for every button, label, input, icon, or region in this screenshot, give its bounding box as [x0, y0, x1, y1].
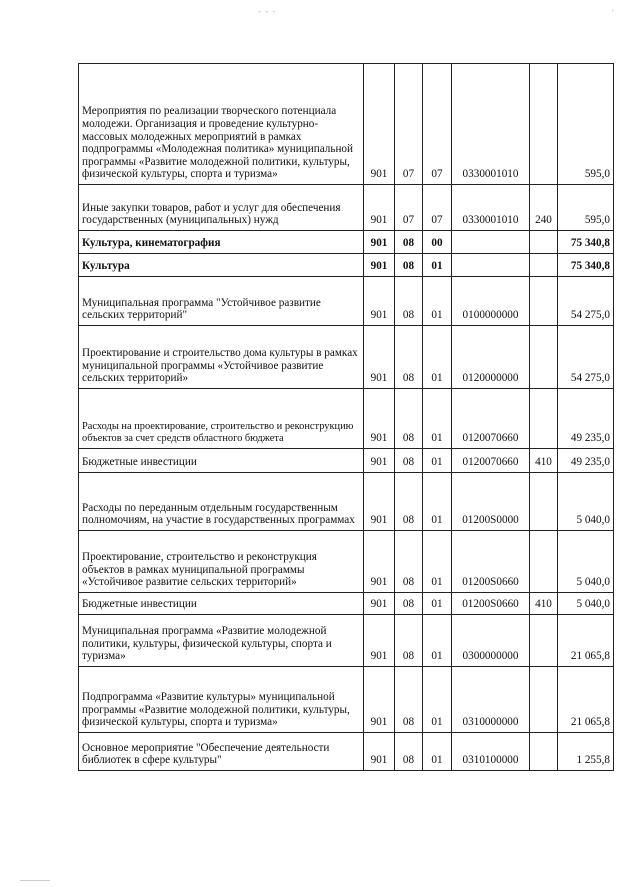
row-csr [452, 231, 530, 254]
row-gr: 901 [364, 449, 395, 473]
row-sum: 5 040,0 [558, 593, 614, 615]
table-row [79, 473, 614, 531]
row-rz: 08 [395, 231, 423, 254]
row-csr: 01200S0660 [452, 531, 530, 593]
row-csr: 0300000000 [452, 615, 530, 667]
budget-table-body [79, 64, 614, 771]
row-gr: 901 [364, 667, 395, 733]
table-row [79, 64, 614, 185]
row-sum: 595,0 [558, 185, 614, 231]
row-csr: 0120000000 [452, 326, 530, 389]
row-sum: 54 275,0 [558, 277, 614, 326]
row-rz: 08 [395, 531, 423, 593]
row-name: Проектирование и строительство дома культуры в рамках муниципальной программы «Устойчивое развитие сельских территорий» [79, 326, 364, 389]
row-pr: 01 [423, 615, 452, 667]
row-pr: 01 [423, 326, 452, 389]
row-name: Бюджетные инвестиции [79, 593, 364, 615]
row-gr: 901 [364, 733, 395, 771]
table-row [79, 667, 614, 733]
row-vr [530, 473, 558, 531]
row-name: Бюджетные инвестиции [79, 449, 364, 473]
row-gr: 901 [364, 231, 395, 254]
row-pr: 01 [423, 667, 452, 733]
row-pr: 01 [423, 593, 452, 615]
row-rz: 08 [395, 473, 423, 531]
row-vr [530, 231, 558, 254]
row-csr: 0310100000 [452, 733, 530, 771]
row-gr: 901 [364, 531, 395, 593]
row-rz: 08 [395, 615, 423, 667]
row-name: Культура [79, 254, 364, 277]
row-sum: 75 340,8 [558, 254, 614, 277]
row-rz: 07 [395, 64, 423, 185]
row-rz: 08 [395, 733, 423, 771]
row-pr: 01 [423, 449, 452, 473]
table-row [79, 615, 614, 667]
row-vr [530, 389, 558, 449]
row-sum: 1 255,8 [558, 733, 614, 771]
row-csr: 0120070660 [452, 389, 530, 449]
table-row [79, 593, 614, 615]
row-name: Муниципальная программа "Устойчивое развитие сельских территорий" [79, 277, 364, 326]
row-name: Расходы на проектирование, строительство и реконструкцию объектов за счет средств областного бюджета [79, 389, 364, 449]
row-vr [530, 531, 558, 593]
row-sum: 49 235,0 [558, 449, 614, 473]
row-vr [530, 326, 558, 389]
table-row [79, 254, 614, 277]
row-vr [530, 615, 558, 667]
row-gr: 901 [364, 326, 395, 389]
row-csr: 01200S0000 [452, 473, 530, 531]
row-rz: 08 [395, 254, 423, 277]
row-vr [530, 254, 558, 277]
row-sum: 595,0 [558, 64, 614, 185]
row-gr: 901 [364, 254, 395, 277]
row-gr: 901 [364, 593, 395, 615]
table-row [79, 185, 614, 231]
row-vr: 410 [530, 593, 558, 615]
row-vr: 240 [530, 185, 558, 231]
row-vr [530, 64, 558, 185]
row-pr: 01 [423, 254, 452, 277]
row-rz: 08 [395, 326, 423, 389]
row-vr [530, 277, 558, 326]
row-gr: 901 [364, 64, 395, 185]
row-csr: 0310000000 [452, 667, 530, 733]
row-pr: 00 [423, 231, 452, 254]
table-row [79, 389, 614, 449]
row-pr: 07 [423, 185, 452, 231]
row-csr: 0100000000 [452, 277, 530, 326]
table-row [79, 449, 614, 473]
row-name: Муниципальная программа «Развитие молодежной политики, культуры, физической культуры, спорта и туризма» [79, 615, 364, 667]
row-csr [452, 254, 530, 277]
page-corner-mark: ' [612, 8, 614, 18]
row-pr: 01 [423, 531, 452, 593]
row-gr: 901 [364, 277, 395, 326]
table-row [79, 733, 614, 771]
row-gr: 901 [364, 615, 395, 667]
row-gr: 901 [364, 185, 395, 231]
row-vr [530, 667, 558, 733]
row-name: Иные закупки товаров, работ и услуг для обеспечения государственных (муниципальных) нужд [79, 185, 364, 231]
row-name: Основное мероприятие "Обеспечение деятельности библиотек в сфере культуры" [79, 733, 364, 771]
row-csr: 01200S0660 [452, 593, 530, 615]
row-rz: 08 [395, 667, 423, 733]
row-sum: 21 065,8 [558, 667, 614, 733]
row-pr: 07 [423, 64, 452, 185]
page-bottom-mark [20, 880, 50, 881]
row-sum: 54 275,0 [558, 326, 614, 389]
row-name: Расходы по переданным отдельным государственным полномочиям, на участие в государственных программах [79, 473, 364, 531]
row-pr: 01 [423, 277, 452, 326]
row-vr: 410 [530, 449, 558, 473]
row-name: Проектирование, строительство и реконструкция объектов в рамках муниципальной программы «Устойчивое развитие сельских территорий» [79, 531, 364, 593]
row-csr: 0330001010 [452, 64, 530, 185]
row-sum: 49 235,0 [558, 389, 614, 449]
row-rz: 08 [395, 593, 423, 615]
budget-table [78, 63, 614, 771]
row-name: Подпрограмма «Развитие культуры» муниципальной программы «Развитие молодежной политики, культуры, физической культуры, спорта и туризма» [79, 667, 364, 733]
row-rz: 08 [395, 389, 423, 449]
table-row [79, 231, 614, 254]
row-gr: 901 [364, 473, 395, 531]
table-row [79, 531, 614, 593]
row-pr: 01 [423, 733, 452, 771]
row-pr: 01 [423, 389, 452, 449]
row-name: Культура, кинематография [79, 231, 364, 254]
row-sum: 75 340,8 [558, 231, 614, 254]
row-pr: 01 [423, 473, 452, 531]
page-header-mark: - - - [258, 6, 277, 16]
row-sum: 5 040,0 [558, 531, 614, 593]
row-sum: 5 040,0 [558, 473, 614, 531]
row-name: Мероприятия по реализации творческого потенциала молодежи. Организация и проведение культурно-массовых молодежных мероприятий в рамках подпрограммы «Молодежная политика» муниципальной программы «Развитие молодежной политики, культуры, физической культуры, спорта и туризма» [79, 64, 364, 185]
table-row [79, 277, 614, 326]
row-csr: 0120070660 [452, 449, 530, 473]
table-row [79, 326, 614, 389]
row-csr: 0330001010 [452, 185, 530, 231]
row-rz: 07 [395, 185, 423, 231]
row-rz: 08 [395, 449, 423, 473]
row-sum: 21 065,8 [558, 615, 614, 667]
row-gr: 901 [364, 389, 395, 449]
row-vr [530, 733, 558, 771]
row-rz: 08 [395, 277, 423, 326]
